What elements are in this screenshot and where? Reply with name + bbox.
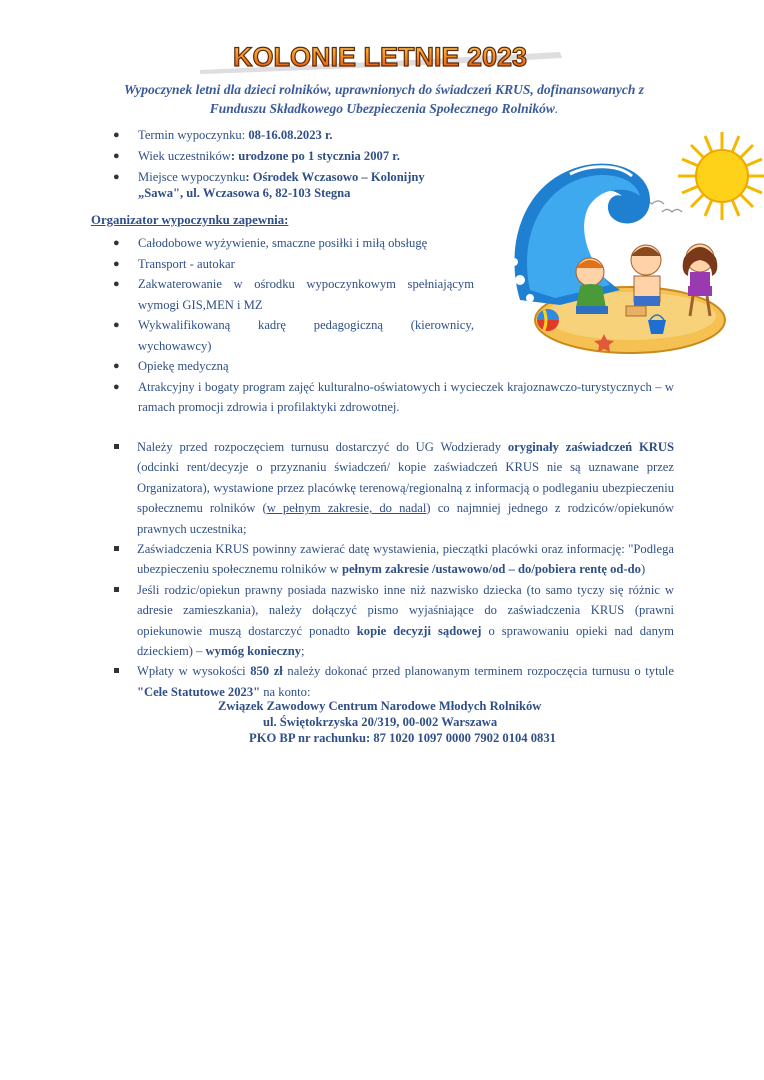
requirement-text: o sprawowaniu opieki nad danym dzieckiem) – — [137, 623, 674, 659]
bank-account: PKO BP nr rachunku: 87 1020 1097 0000 7902 0104 0831 — [249, 731, 556, 745]
page-title — [180, 36, 580, 76]
place-label: Miejsce wypoczynku — [138, 170, 246, 184]
subtitle — [96, 80, 672, 118]
requirement-bold: "Cele Statutowe 2023" — [137, 684, 261, 699]
square-bullet-icon — [114, 668, 119, 673]
list-item — [108, 254, 474, 275]
list-item — [108, 377, 674, 418]
bullet-icon: ● — [113, 380, 120, 393]
square-bullet-icon — [114, 546, 119, 551]
beach-ball-icon — [537, 309, 559, 331]
bullet-icon: ● — [113, 129, 120, 141]
requirement-underlined: w pełnym zakresie, do nadal — [266, 501, 427, 516]
requirement-item — [108, 539, 674, 580]
requirement-text: Wpłaty w wysokości — [137, 664, 251, 679]
list-item — [108, 315, 474, 356]
requirement-item — [108, 661, 674, 702]
title-text: KOLONIE LETNIE 2023 — [232, 42, 528, 72]
requirement-item — [108, 580, 674, 662]
bank-details — [190, 698, 570, 746]
wave-icon — [510, 164, 650, 305]
list-item-text: Opiekę medyczną — [138, 359, 229, 373]
requirement-text: Jeśli rodzic/opiekun prawny posiada nazwisko inne niż nazwisko dziecka (to samo tyczy się różnic w adresie zamieszkania), należy dołączyć pismo wyjaśniające do zaświadczenia KRUS (prawni opiekunowie muszą dostarczyć ponadto — [137, 582, 674, 638]
list-item-text: Atrakcyjny i bogaty program zajęć kulturalno-oświatowych i wycieczek krajoznawczo-turystycznych – w ramach promocji zdrowia i profilaktyki zdrowotnej. — [138, 379, 674, 414]
list-item — [108, 274, 474, 315]
bullet-icon: ● — [113, 149, 120, 162]
requirement-text: ) — [640, 562, 646, 577]
list-item-text: Zakwaterowanie w ośrodku wypoczynkowym spełniającym wymogi GIS,MEN i MZ — [138, 277, 474, 312]
place-value: : Ośrodek Wczasowo – Kolonijny — [245, 170, 425, 184]
bullet-icon: ● — [113, 171, 120, 183]
sun-icon — [678, 132, 764, 220]
subtitle-text: Wypoczynek letni dla dzieci rolników, uprawnionych do świadczeń KRUS, dofinansowanych z Funduszu Składkowego Ubezpieczenia Społecznego Rolników — [123, 82, 645, 116]
organizer-list — [108, 233, 674, 418]
info-list — [108, 125, 488, 201]
requirement-text: na konto: — [260, 684, 311, 699]
requirement-item — [108, 437, 674, 539]
term-label: Termin wypoczynku: — [138, 128, 249, 142]
term-value: 08-16.08.2023 r. — [248, 128, 333, 142]
requirement-text: Należy przed rozpoczęciem turnusu dostarczyć do UG Wodzierady — [137, 440, 508, 454]
list-item-term — [108, 125, 488, 146]
bullet-icon: ● — [113, 257, 120, 270]
beach-illustration — [500, 130, 764, 360]
place-address: „Sawa", ul. Wczasowa 6, 82-103 Stegna — [138, 186, 351, 200]
bullet-icon: ● — [113, 319, 120, 331]
requirements-list — [108, 437, 674, 702]
organization-name: Związek Zawodowy Centrum Narodowe Młodych Rolników — [218, 699, 542, 713]
list-item — [108, 356, 474, 377]
list-item-text: Wykwalifikowaną kadrę pedagogiczną (kierownicy, wychowawcy) — [138, 318, 474, 353]
requirement-bold: kopie decyzji sądowej — [356, 623, 482, 638]
list-item-text: Całodobowe wyżywienie, smaczne posiłki i miłą obsługę — [138, 236, 428, 250]
requirement-bold: oryginały zaświadczeń KRUS — [507, 440, 674, 454]
age-label: Wiek uczestników — [138, 148, 231, 163]
requirement-text: ; — [301, 644, 305, 659]
requirement-bold: 850 zł — [250, 664, 283, 679]
requirement-text: należy dokonać przed planowanym terminem rozpoczęcia turnusu o tytule — [282, 664, 674, 679]
bullet-icon: ● — [113, 360, 120, 372]
square-bullet-icon — [114, 587, 119, 592]
subtitle-period: . — [554, 101, 559, 116]
requirement-bold: pełnym zakresie /ustawowo/od – do/pobiera rentę od-do — [341, 562, 641, 577]
requirement-text: Zaświadczenia KRUS powinny zawierać datę wystawienia, pieczątki placówki oraz informację: "Podlega ubezpieczeniu społecznemu rolników w — [137, 542, 674, 577]
list-item-place — [108, 166, 488, 201]
list-item-age — [108, 146, 488, 167]
organizer-heading: Organizator wypoczynku zapewnia: — [91, 213, 289, 227]
requirement-bold: wymóg konieczny — [205, 644, 302, 659]
age-value: : urodzone po 1 stycznia 2007 r. — [230, 148, 400, 163]
bullet-icon: ● — [113, 278, 120, 290]
organization-address: ul. Świętokrzyska 20/319, 00-002 Warszawa — [263, 715, 498, 729]
list-item-text: Transport - autokar — [138, 256, 235, 271]
requirement-text: (odcinki rent/decyzje o przyznaniu świadczeń/ kopie zaświadczeń KRUS nie są uznawane przez Organizatora), wystawione przez placówkę terenową/regionalną z informacją o podleganiu ubezpieczeniu społecznemu rolników ( — [137, 460, 674, 516]
bullet-icon: ● — [113, 237, 120, 249]
requirement-text: ) co najmniej jednego z rodziców/opiekunów prawnych uczestnika; — [137, 501, 674, 536]
list-item — [108, 233, 474, 254]
square-bullet-icon — [114, 444, 119, 449]
